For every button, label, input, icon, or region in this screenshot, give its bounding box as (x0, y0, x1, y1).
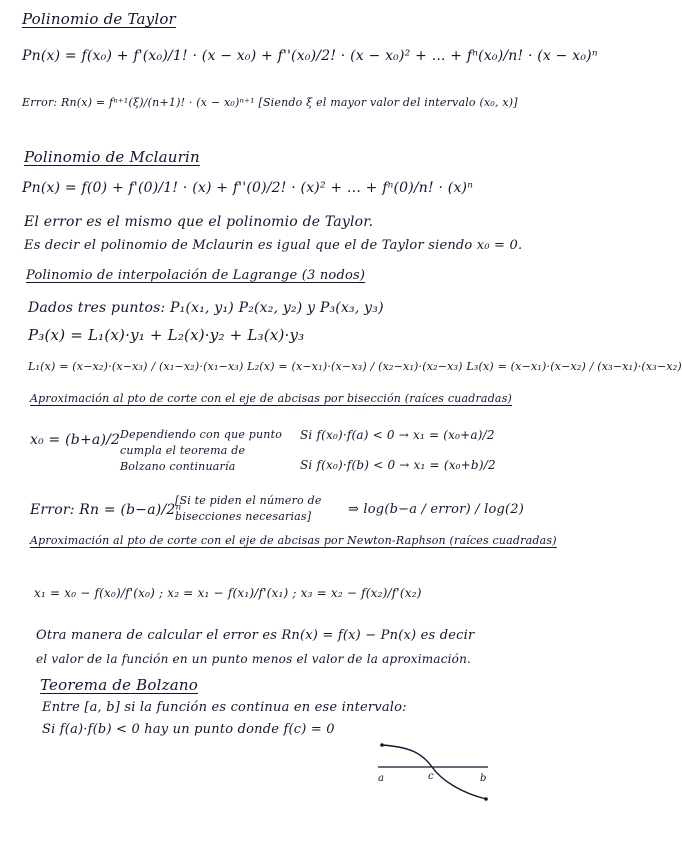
lagrange-given: Dados tres puntos: P₁(x₁, y₁) P₂(x₂, y₂) y P₃(x₃, y₃) (28, 300, 384, 316)
newton-error-1: Otra manera de calcular el error es Rn(x) = f(x) − Pn(x) es decir (36, 628, 475, 643)
newton-error-2: el valor de la función en un punto menos el valor de la aproximación. (36, 652, 472, 666)
lagrange-polynomial: P₃(x) = L₁(x)·y₁ + L₂(x)·y₂ + L₃(x)·y₃ (28, 326, 305, 344)
function-curve (382, 745, 486, 799)
bisection-bracket-2: bisecciones necesarias] (175, 510, 312, 523)
maclaurin-note-2: Es decir el polinomio de Mclaurin es igual que el de Taylor siendo x₀ = 0. (24, 238, 523, 253)
bisection-log-formula: ⇒ log(b−a / error) / log(2) (348, 502, 525, 517)
bisection-bolzano-1: cumpla el teorema de (120, 444, 246, 457)
bolzano-sketch (370, 735, 500, 805)
point-fb (484, 797, 488, 801)
point-fa (380, 743, 384, 747)
maclaurin-formula: Pn(x) = f(0) + f'(0)/1! · (x) + f''(0)/2! · (x)² + ... + fⁿ(0)/n! · (x)ⁿ (22, 180, 474, 196)
bisection-bracket-1: [Si te piden el número de (175, 494, 322, 507)
bisection-x0: x₀ = (b+a)/2 (30, 432, 121, 448)
taylor-title: Polinomio de Taylor (22, 10, 176, 28)
bisection-depends: Dependiendo con que punto (120, 428, 283, 441)
bisection-case-2: Si f(x₀)·f(b) < 0 → x₁ = (x₀+b)/2 (300, 458, 496, 472)
maclaurin-note-1: El error es el mismo que el polinomio de Taylor. (24, 214, 374, 230)
bolzano-title: Teorema de Bolzano (40, 676, 198, 694)
bisection-case-1: Si f(x₀)·f(a) < 0 → x₁ = (x₀+a)/2 (300, 428, 495, 442)
bisection-bolzano-2: Bolzano continuaría (120, 460, 236, 473)
bisection-error: Error: Rn = (b−a)/2ⁿ (30, 502, 182, 518)
taylor-error: Error: Rn(x) = fⁿ⁺¹(ξ)/(n+1)! · (x − x₀)ⁿ⁺¹ [Siendo ξ el mayor valor del intervalo (x₀, x)] (22, 96, 518, 109)
bolzano-line-1: Entre [a, b] si la función es continua en ese intervalo: (42, 700, 407, 715)
bolzano-line-2: Si f(a)·f(b) < 0 hay un punto donde f(c) = 0 (42, 722, 335, 737)
lagrange-basis: L₁(x) = (x−x₂)·(x−x₃) / (x₁−x₂)·(x₁−x₃) L₂(x) = (x−x₁)·(x−x₃) / (x₂−x₁)·(x₂−x₃) L₃(x) = (x−x₁)·(x−x₂) / (x₃−x₁)·(x₃−x₂) (28, 360, 682, 373)
taylor-formula: Pn(x) = f(x₀) + f'(x₀)/1! · (x − x₀) + f''(x₀)/2! · (x − x₀)² + ... + fⁿ(x₀)/n! · (x − x₀)ⁿ (22, 48, 598, 64)
bisection-title: Aproximación al pto de corte con el eje de abcisas por bisección (raíces cuadradas) (30, 392, 513, 405)
maclaurin-title: Polinomio de Mclaurin (24, 148, 200, 166)
label-c: c (428, 771, 434, 782)
lagrange-title: Polinomio de interpolación de Lagrange (3 nodos) (26, 268, 366, 283)
label-a: a (378, 773, 384, 784)
newton-iterations: x₁ = x₀ − f(x₀)/f'(x₀) ; x₂ = x₁ − f(x₁)/f'(x₁) ; x₃ = x₂ − f(x₂)/f'(x₂) (34, 586, 422, 600)
label-b: b (480, 773, 487, 784)
newton-title: Aproximación al pto de corte con el eje de abcisas por Newton-Raphson (raíces cuadradas) (30, 534, 557, 547)
